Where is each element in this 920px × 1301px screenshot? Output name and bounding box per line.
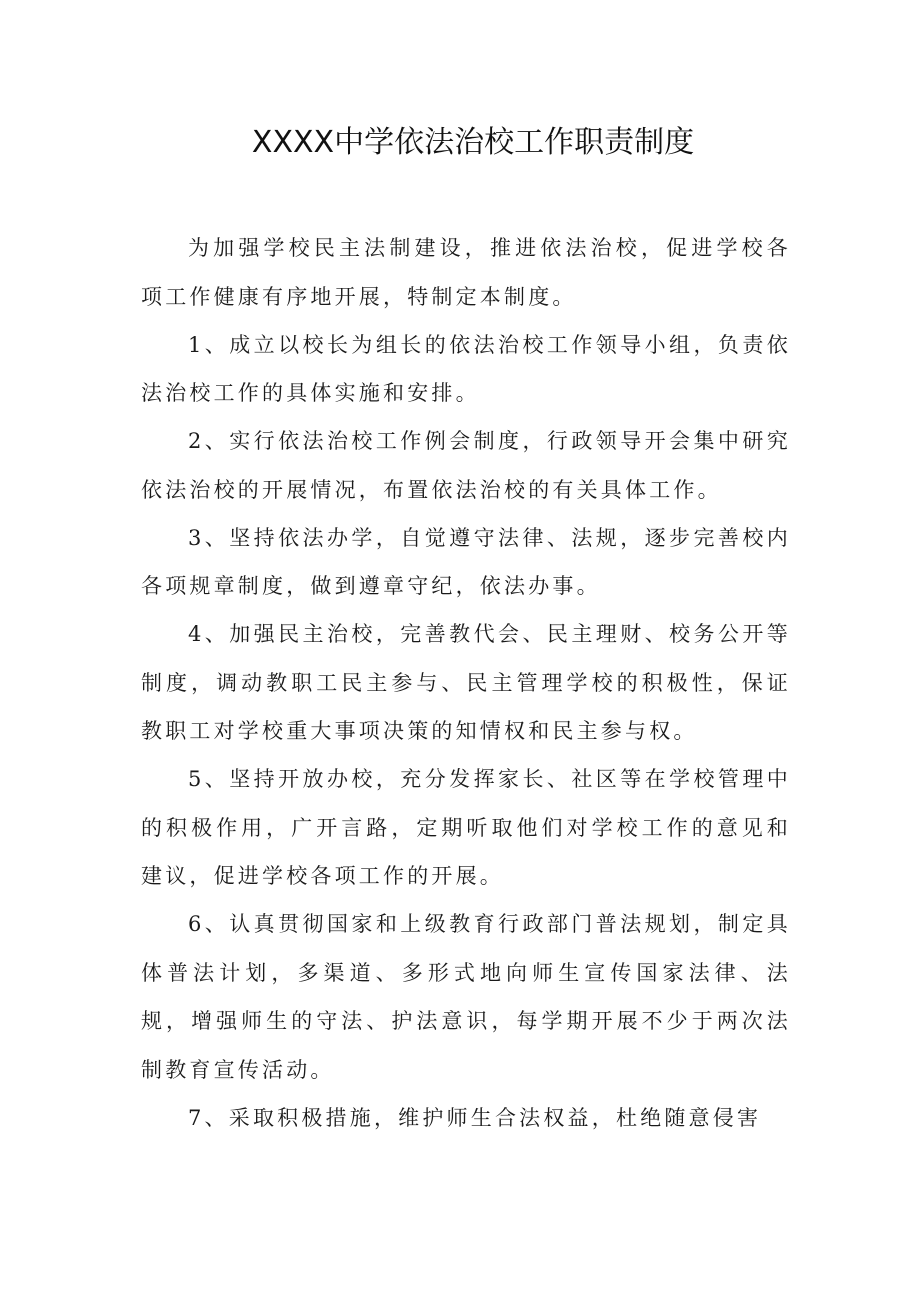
document-title: XXXX中学依法治校工作职责制度 — [251, 125, 695, 160]
intro-paragraph: 为加强学校民主法制建设，推进依法治校，促进学校各项工作健康有序地开展，特制定本制度。 — [141, 236, 791, 309]
clause-3-paragraph: 3、坚持依法办学，自觉遵守法律、法规，逐步完善校内各项规章制度，做到遵章守纪，依法办事。 — [141, 525, 791, 598]
clause-6-paragraph: 6、认真贯彻国家和上级教育行政部门普法规划，制定具体普法计划，多渠道、多形式地向师生宣传国家法律、法规，增强师生的守法、护法意识，每学期开展不少于两次法制教育宣传活动。 — [141, 912, 791, 1082]
clause-2-paragraph: 2、实行依法治校工作例会制度，行政领导开会集中研究依法治校的开展情况，布置依法治校的有关具体工作。 — [141, 429, 791, 502]
document-body — [141, 224, 791, 1142]
clause-5-paragraph: 5、坚持开放办校，充分发挥家长、社区等在学校管理中的积极作用，广开言路，定期听取他们对学校工作的意见和建议，促进学校各项工作的开展。 — [141, 767, 791, 888]
clause-4-paragraph: 4、加强民主治校，完善教代会、民主理财、校务公开等制度，调动教职工民主参与、民主管理学校的积极性，保证教职工对学校重大事项决策的知情权和民主参与权。 — [141, 622, 791, 743]
clause-1-paragraph: 1、成立以校长为组长的依法治校工作领导小组，负责依法治校工作的具体实施和安排。 — [141, 332, 791, 405]
clause-7-paragraph: 7、采取积极措施，维护师生合法权益，杜绝随意侵害 — [188, 1105, 762, 1130]
